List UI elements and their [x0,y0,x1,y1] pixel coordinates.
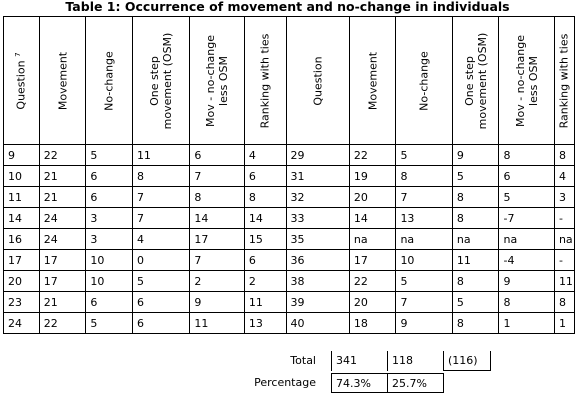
header-no-change-right: No-change [396,17,452,145]
table-cell: 21 [39,187,86,208]
table-cell: 1 [499,313,554,334]
table-cell: 8 [396,166,452,187]
table-row [4,229,575,250]
percentage-label: Percentage [254,376,316,389]
table-cell: 36 [286,250,349,271]
table-cell: 3 [554,187,574,208]
occurrence-table [3,16,575,334]
table-cell: 2 [190,271,244,292]
table-cell: 9 [4,145,40,166]
table-cell: 6 [132,292,189,313]
table-cell: na [452,229,499,250]
table-cell: 8 [452,208,499,229]
table-cell: 5 [499,187,554,208]
table-cell: 22 [349,271,396,292]
table-cell: 8 [452,187,499,208]
footnote-mark: 7 [14,51,23,57]
header-osm-left: One step movement (OSM) [132,17,189,145]
table-cell: 0 [132,250,189,271]
table-cell: 33 [286,208,349,229]
table-cell: 3 [86,208,133,229]
table-row [4,292,575,313]
table-cell: 8 [554,145,574,166]
table-cell: 5 [86,313,133,334]
table-row [4,187,575,208]
table-cell: 10 [86,250,133,271]
table-cell: 22 [39,145,86,166]
table-cell: 23 [4,292,40,313]
table-cell: 5 [132,271,189,292]
table-cell: 14 [349,208,396,229]
table-cell: 8 [554,292,574,313]
header-row [4,17,575,145]
table-cell: 11 [452,250,499,271]
table-cell: 8 [499,292,554,313]
table-cell: 6 [86,187,133,208]
table-cell: 14 [244,208,286,229]
table-cell: 17 [349,250,396,271]
total-no-change: 118 [388,351,444,371]
table-cell: 5 [452,166,499,187]
table-cell: 7 [190,250,244,271]
table-cell: 4 [132,229,189,250]
table-cell: 17 [39,250,86,271]
table-cell: 4 [554,166,574,187]
table-cell: 24 [39,208,86,229]
table-cell: 5 [396,145,452,166]
total-osm: (116) [444,351,491,371]
header-mov-less-osm-left: Mov - no-change less OSM [190,17,244,145]
table-cell: 8 [132,166,189,187]
table-cell: 21 [39,166,86,187]
table-cell: na [554,229,574,250]
table-cell: 8 [452,271,499,292]
table-cell: na [499,229,554,250]
table-cell: 13 [396,208,452,229]
table-cell: 2 [244,271,286,292]
table-cell: na [349,229,396,250]
table-cell: 11 [244,292,286,313]
table-cell: 38 [286,271,349,292]
table-cell: 20 [349,292,396,313]
total-label: Total [290,354,316,367]
table-cell: 16 [4,229,40,250]
table-row [4,250,575,271]
table-cell: 21 [39,292,86,313]
table-cell: 9 [396,313,452,334]
header-ranking-left: Ranking with ties [244,17,286,145]
table-cell: 9 [452,145,499,166]
table-cell: 17 [190,229,244,250]
table-cell: 14 [4,208,40,229]
table-cell: -4 [499,250,554,271]
table-cell: 22 [39,313,86,334]
header-osm-right: One step movement (OSM) [452,17,499,145]
table-cell: 24 [4,313,40,334]
table-cell: 7 [396,292,452,313]
table-row [4,271,575,292]
table-cell: 8 [244,187,286,208]
table-cell: 7 [396,187,452,208]
table-row [4,145,575,166]
table-cell: 10 [86,271,133,292]
table-cell: 24 [39,229,86,250]
percentage-movement: 74.3% [331,373,388,393]
header-question-left: Question $^7$ [4,17,40,145]
table-cell: 39 [286,292,349,313]
table-cell: 7 [190,166,244,187]
header-movement-left: Movement [39,17,86,145]
header-ranking-right: Ranking with ties [554,17,574,145]
table-cell: 8 [452,313,499,334]
table-cell: 6 [499,166,554,187]
header-question-right: Question [286,17,349,145]
table-cell: 17 [4,250,40,271]
table-row [4,166,575,187]
header-no-change-left: No-change [86,17,133,145]
table-cell: 1 [554,313,574,334]
table-cell: 10 [4,166,40,187]
table-cell: 8 [499,145,554,166]
table-cell: 11 [554,271,574,292]
table-cell: 5 [452,292,499,313]
table-cell: 35 [286,229,349,250]
table-cell: 6 [190,145,244,166]
table-cell: 18 [349,313,396,334]
table-cell: na [396,229,452,250]
table-cell: 6 [86,166,133,187]
table-cell: 31 [286,166,349,187]
table-cell: -7 [499,208,554,229]
table-cell: 8 [190,187,244,208]
table-cell: 6 [244,166,286,187]
table-cell: 9 [499,271,554,292]
table-cell: 20 [4,271,40,292]
table-cell: 32 [286,187,349,208]
header-mov-less-osm-right: Mov - no-change less OSM [499,17,554,145]
table-cell: 6 [86,292,133,313]
table-cell: 19 [349,166,396,187]
table-cell: 5 [86,145,133,166]
table-cell: 11 [132,145,189,166]
table-cell: 11 [190,313,244,334]
table-cell: 11 [4,187,40,208]
table-row [4,208,575,229]
table-cell: - [554,250,574,271]
table-cell: 7 [132,187,189,208]
table-cell: 22 [349,145,396,166]
table-cell: 40 [286,313,349,334]
table-cell: 5 [396,271,452,292]
table-cell: 14 [190,208,244,229]
header-movement-right: Movement [349,17,396,145]
table-cell: 9 [190,292,244,313]
table-cell: 6 [244,250,286,271]
table-cell: 10 [396,250,452,271]
percentage-no-change: 25.7% [388,373,444,393]
table-cell: 6 [132,313,189,334]
table-cell: 13 [244,313,286,334]
total-movement: 341 [331,351,388,371]
table-cell: 17 [39,271,86,292]
table-cell: 20 [349,187,396,208]
table-row [4,313,575,334]
table-cell: 15 [244,229,286,250]
table-cell: 29 [286,145,349,166]
table-cell: 4 [244,145,286,166]
table-cell: - [554,208,574,229]
table-title: Table 1: Occurrence of movement and no-change in individuals [65,0,510,14]
table-cell: 7 [132,208,189,229]
table-cell: 3 [86,229,133,250]
